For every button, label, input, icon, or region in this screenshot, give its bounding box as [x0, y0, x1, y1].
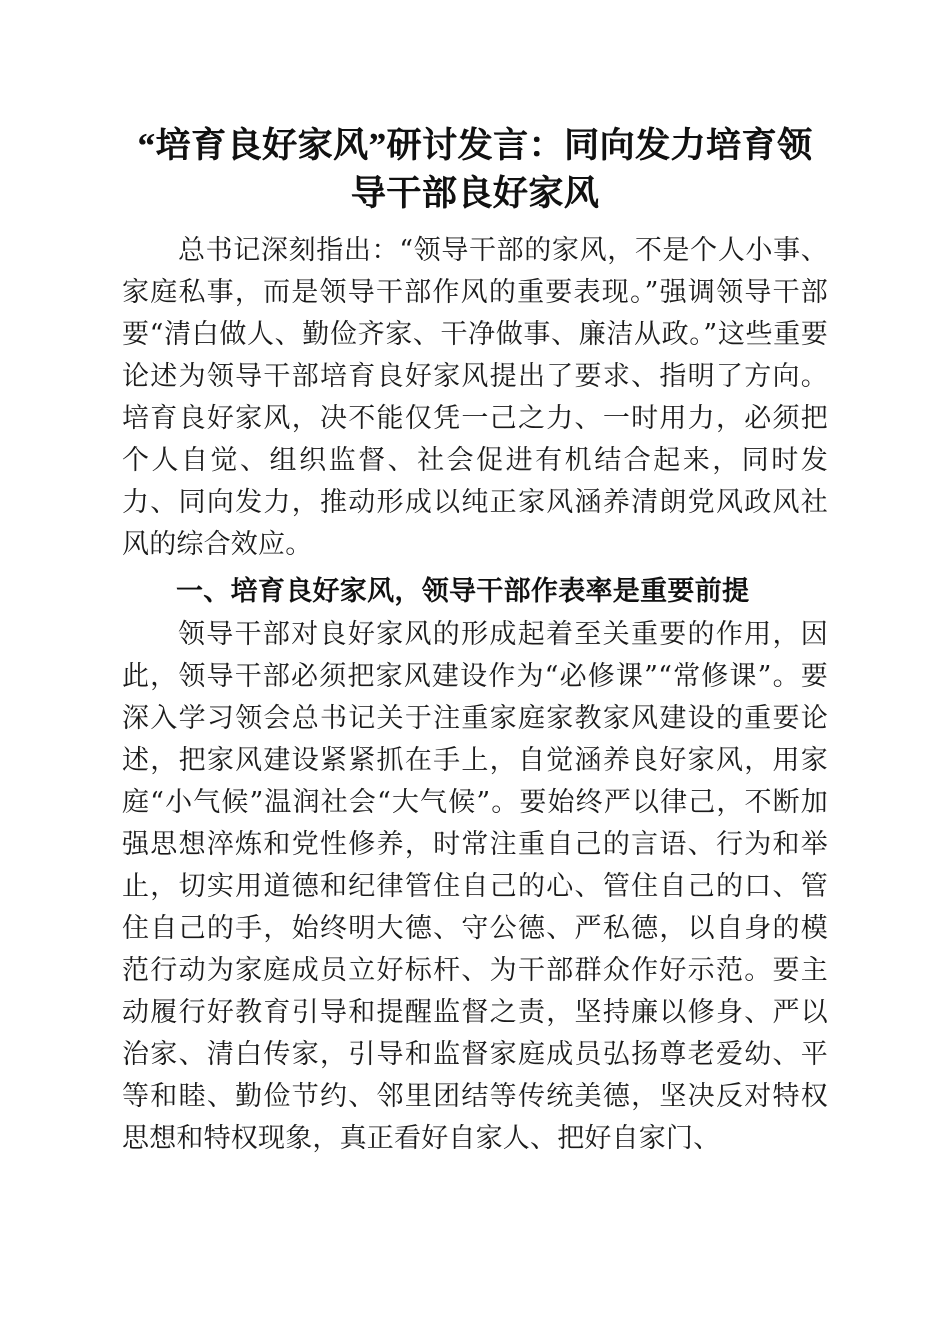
paragraph-intro: 总书记深刻指出：“领导干部的家风，不是个人小事、家庭私事，而是领导干部作风的重要表现。”强调领导干部要“清白做人、勤俭齐家、干净做事、廉洁从政。”这些重要论述为领导干部培育良好家风提出了要求、指明了方向。培育良好家风，决不能仅凭一己之力、一时用力，必须把个人自觉、组织监督、社会促进有机结合起来，同时发力、同向发力，推动形成以纯正家风涵养清朗党风政风社风的综合效应。: [122, 235, 828, 560]
document-content: [122, 122, 828, 1160]
document-title-line-1: “培育良好家风”研讨发言：同向发力培育领: [137, 126, 813, 165]
paragraph-section-1-body: 领导干部对良好家风的形成起着至关重要的作用，因此，领导干部必须把家风建设作为“必修课”“常修课”。要深入学习领会总书记关于注重家庭家教家风建设的重要论述，把家风建设紧紧抓在手上，自觉涵养良好家风，用家庭“小气候”温润社会“大气候”。要始终严以律己，不断加强思想淬炼和党性修养，时常注重自己的言语、行为和举止，切实用道德和纪律管住自己的心、管住自己的口、管住自己的手，始终明大德、守公德、严私德，以自身的模范行动为家庭成员立好标杆、为干部群众作好示范。要主动履行好教育引导和提醒监督之责，坚持廉以修身、严以治家、清白传家，引导和监督家庭成员弘扬尊老爱幼、平等和睦、勤俭节约、邻里团结等传统美德，坚决反对特权思想和特权现象，真正看好自家人、把好自家门、: [122, 619, 828, 1154]
section-heading-1: 一、培育良好家风，领导干部作表率是重要前提: [176, 576, 750, 606]
document-title-line-2: 导干部良好家风: [350, 174, 600, 213]
document-title: [122, 122, 828, 218]
